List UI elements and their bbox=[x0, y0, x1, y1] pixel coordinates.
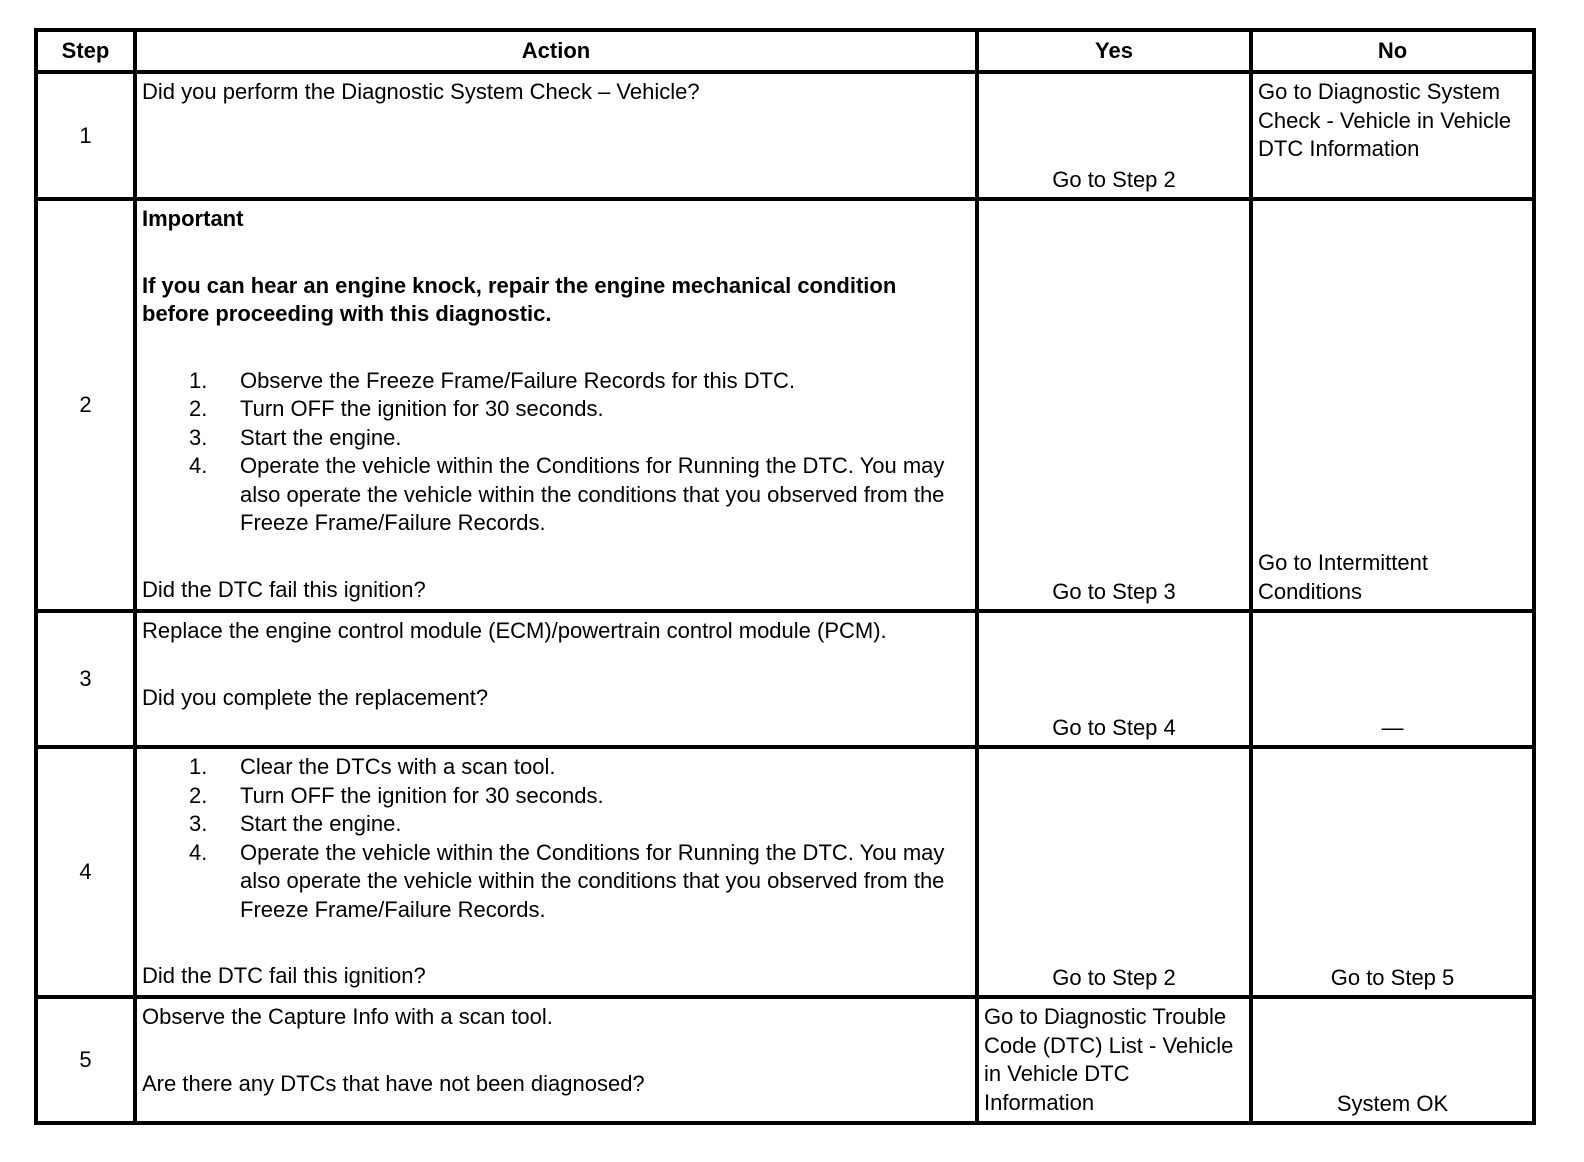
yes-link[interactable]: Go to Diagnostic Trouble Code (DTC) List - Vehicle in Vehicle DTC Information bbox=[984, 1004, 1234, 1115]
substep-text: Start the engine. bbox=[240, 811, 402, 836]
substep-number: 2. bbox=[189, 782, 208, 808]
yes-link[interactable]: Go to Step 2 bbox=[1052, 964, 1176, 990]
list-item bbox=[142, 395, 970, 424]
action-text: Replace the engine control module (ECM)/powertrain control module (PCM). bbox=[142, 618, 887, 643]
action-question: Did you perform the Diagnostic System Check – Vehicle? bbox=[142, 79, 700, 104]
substep-number: 3. bbox=[189, 811, 208, 836]
list-item bbox=[142, 424, 970, 453]
substep-number: 4. bbox=[189, 453, 208, 478]
step-number: 4 bbox=[36, 747, 135, 997]
yes-cell bbox=[977, 997, 1251, 1123]
substep-text: Clear the DTCs with a scan tool. bbox=[240, 754, 556, 779]
no-value: — bbox=[1381, 714, 1404, 740]
action-cell bbox=[135, 747, 977, 997]
action-cell bbox=[135, 611, 977, 747]
step-number: 2 bbox=[36, 199, 135, 611]
table-row-step-2 bbox=[36, 199, 1534, 611]
header-step: Step bbox=[36, 30, 135, 72]
substep-text: Observe the Freeze Frame/Failure Records for this DTC. bbox=[240, 367, 796, 393]
no-cell bbox=[1251, 72, 1534, 199]
table-row-step-4 bbox=[36, 747, 1534, 997]
no-cell bbox=[1251, 997, 1534, 1123]
substep-list bbox=[142, 753, 970, 924]
list-item bbox=[142, 839, 970, 925]
list-item bbox=[142, 782, 970, 811]
substep-number: 1. bbox=[189, 367, 208, 393]
substep-text: Operate the vehicle within the Conditions for Running the DTC. You may also operate the vehicle within the conditions that you observed from the Freeze Frame/Failure Records. bbox=[240, 839, 945, 922]
action-cell bbox=[135, 997, 977, 1123]
table-row-step-5 bbox=[36, 997, 1534, 1123]
action-text: Observe the Capture Info with a scan tool. bbox=[142, 1004, 553, 1029]
substep-list bbox=[142, 367, 970, 538]
page bbox=[34, 28, 1536, 1125]
substep-text: Operate the vehicle within the Conditions for Running the DTC. You may also operate the vehicle within the conditions that you observed from the Freeze Frame/Failure Records. bbox=[240, 453, 945, 535]
list-item bbox=[142, 753, 970, 782]
substep-text: Start the engine. bbox=[240, 424, 402, 450]
action-cell bbox=[135, 199, 977, 611]
list-item bbox=[142, 367, 970, 396]
yes-link[interactable]: Go to Step 2 bbox=[1052, 166, 1176, 192]
action-cell bbox=[135, 72, 977, 199]
yes-cell bbox=[977, 747, 1251, 997]
step-number: 1 bbox=[36, 72, 135, 199]
header-yes: Yes bbox=[977, 30, 1251, 72]
list-item bbox=[142, 452, 970, 538]
substep-number: 3. bbox=[189, 424, 208, 450]
yes-cell bbox=[977, 611, 1251, 747]
header-row bbox=[36, 30, 1534, 72]
substep-number: 1. bbox=[189, 754, 208, 779]
substep-number: 4. bbox=[189, 839, 208, 865]
table-row-step-3 bbox=[36, 611, 1534, 747]
important-text: If you can hear an engine knock, repair the engine mechanical condition before proceeding with this diagnostic. bbox=[142, 272, 897, 326]
yes-cell bbox=[977, 199, 1251, 611]
step-number: 5 bbox=[36, 997, 135, 1123]
diagnostic-table bbox=[34, 28, 1536, 1125]
action-question: Did you complete the replacement? bbox=[142, 684, 489, 710]
no-cell bbox=[1251, 199, 1534, 611]
no-cell bbox=[1251, 747, 1534, 997]
no-value: System OK bbox=[1336, 1090, 1449, 1116]
no-link[interactable]: Go to Intermittent Conditions bbox=[1258, 550, 1428, 604]
no-link[interactable]: Go to Step 5 bbox=[1330, 964, 1455, 990]
action-question: Are there any DTCs that have not been diagnosed? bbox=[142, 1070, 645, 1096]
important-label: Important bbox=[142, 206, 244, 231]
action-question: Did the DTC fail this ignition? bbox=[142, 963, 426, 988]
no-cell bbox=[1251, 611, 1534, 747]
table-row-step-1 bbox=[36, 72, 1534, 199]
step-number: 3 bbox=[36, 611, 135, 747]
list-item bbox=[142, 810, 970, 839]
header-no: No bbox=[1251, 30, 1534, 72]
substep-text: Turn OFF the ignition for 30 seconds. bbox=[240, 396, 604, 421]
action-question: Did the DTC fail this ignition? bbox=[142, 576, 426, 602]
header-action: Action bbox=[135, 30, 977, 72]
substep-number: 2. bbox=[189, 396, 208, 421]
yes-link[interactable]: Go to Step 3 bbox=[1052, 578, 1176, 604]
yes-link[interactable]: Go to Step 4 bbox=[1052, 714, 1176, 740]
no-link[interactable]: Go to Diagnostic System Check - Vehicle in Vehicle DTC Information bbox=[1258, 79, 1512, 161]
yes-cell bbox=[977, 72, 1251, 199]
substep-text: Turn OFF the ignition for 30 seconds. bbox=[240, 782, 604, 808]
